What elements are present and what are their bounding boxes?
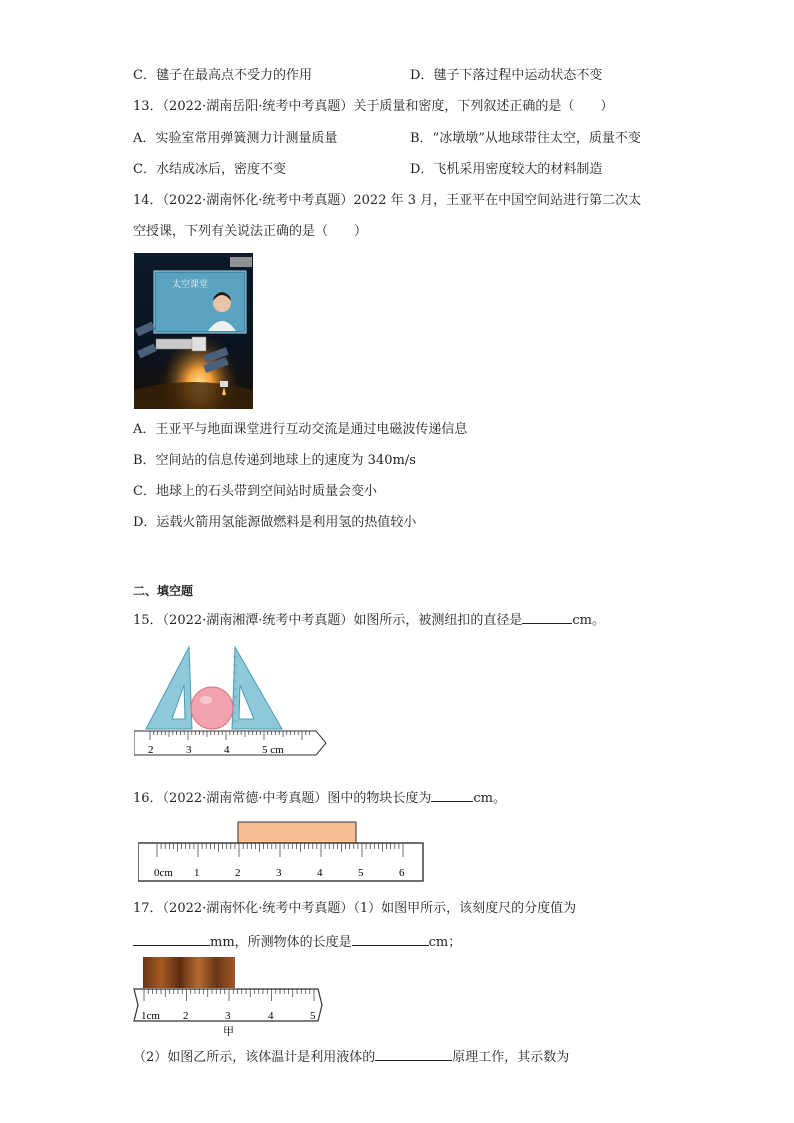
q17-length-blank[interactable] <box>352 931 429 946</box>
q16-ruler-label: 0cm <box>154 867 173 879</box>
photo-caption: 太空课堂 <box>172 279 209 289</box>
q13-option-c: C．水结成冰后，密度不变 <box>133 162 286 177</box>
q16-unit: cm。 <box>473 791 507 806</box>
q17-stem-line2 <box>133 931 461 952</box>
block-ruler-figure <box>138 820 424 884</box>
q17-stem-mid: mm，所测物体的长度是 <box>210 935 352 950</box>
q13-option-b: B．“冰墩墩”从地球带往太空，质量不变 <box>410 131 641 146</box>
q15-answer-blank[interactable] <box>522 609 572 624</box>
q13-stem: 13．（2022·湖南岳阳·统考中考真题）关于质量和密度，下列叙述正确的是（ ） <box>133 99 614 114</box>
q16-ruler-label: 2 <box>235 867 241 879</box>
button-ruler-figure <box>134 645 330 763</box>
q16-ruler-label: 6 <box>399 867 405 879</box>
q15-unit: cm。 <box>572 613 606 628</box>
q15-ruler-label: 3 <box>186 744 192 756</box>
q15-ruler-label: 5 cm <box>262 744 284 756</box>
section-title: 二、填空题 <box>133 584 194 598</box>
q16-stem <box>133 787 506 808</box>
q17-part2 <box>133 1046 569 1067</box>
q17-part2-text: （2）如图乙所示，该体温计是利用液体的 <box>133 1050 376 1065</box>
q17-ruler-label: 3 <box>225 1010 231 1022</box>
space-station-photo <box>134 253 253 409</box>
q15-stem <box>133 609 605 630</box>
q17-division-blank[interactable] <box>133 931 210 946</box>
q16-ruler-label: 1 <box>194 867 200 879</box>
figure-label-jia: 甲 <box>223 1026 234 1038</box>
q17-part2-end: 原理工作，其示数为 <box>452 1050 570 1065</box>
q12-option-d: D．毽子下落过程中运动状态不变 <box>410 68 603 83</box>
q14-stem-line2: 空授课，下列有关说法正确的是（ ） <box>133 224 368 239</box>
q15-stem-text: 15．（2022·湖南湘潭·统考中考真题）如图所示，被测纽扣的直径是 <box>133 613 523 628</box>
q17-ruler-label: 1cm <box>141 1010 160 1022</box>
q14-stem-line1: 14．（2022·湖南怀化·统考中考真题）2022 年 3 月，王亚平在中国空间站进行第二次太 <box>133 193 642 208</box>
q16-ruler-label: 4 <box>317 867 323 879</box>
q17-unit: cm； <box>428 935 462 950</box>
q17-stem-line1: 17．（2022·湖南怀化·统考中考真题）（1）如图甲所示，该刻度尺的分度值为 <box>133 901 577 916</box>
q16-ruler-label: 3 <box>276 867 282 879</box>
q17-ruler-label: 2 <box>183 1010 189 1022</box>
q14-option-a: A．王亚平与地面课堂进行互动交流是通过电磁波传递信息 <box>133 422 468 437</box>
q13-option-d: D．飞机采用密度较大的材料制造 <box>410 162 603 177</box>
q17-ruler-label: 5 <box>310 1010 316 1022</box>
q16-answer-blank[interactable] <box>431 787 473 802</box>
q12-option-c: C．毽子在最高点不受力的作用 <box>133 68 312 83</box>
q14-option-c: C．地球上的石头带到空间站时质量会变小 <box>133 484 377 499</box>
q16-ruler-label: 5 <box>358 867 364 879</box>
q15-ruler-label: 2 <box>148 744 154 756</box>
q17-ruler-label: 4 <box>268 1010 274 1022</box>
q16-stem-text: 16．（2022·湖南常德·中考真题）图中的物块长度为 <box>133 791 432 806</box>
q15-ruler-label: 4 <box>224 744 230 756</box>
wood-ruler-figure <box>132 955 326 1039</box>
q14-option-b: B．空间站的信息传递到地球上的速度为 340m/s <box>133 453 416 468</box>
q13-option-a: A．实验室常用弹簧测力计测量质量 <box>133 131 338 146</box>
q17-principle-blank[interactable] <box>375 1046 452 1061</box>
q14-option-d: D．运载火箭用氢能源做燃料是利用氢的热值较小 <box>133 515 417 530</box>
